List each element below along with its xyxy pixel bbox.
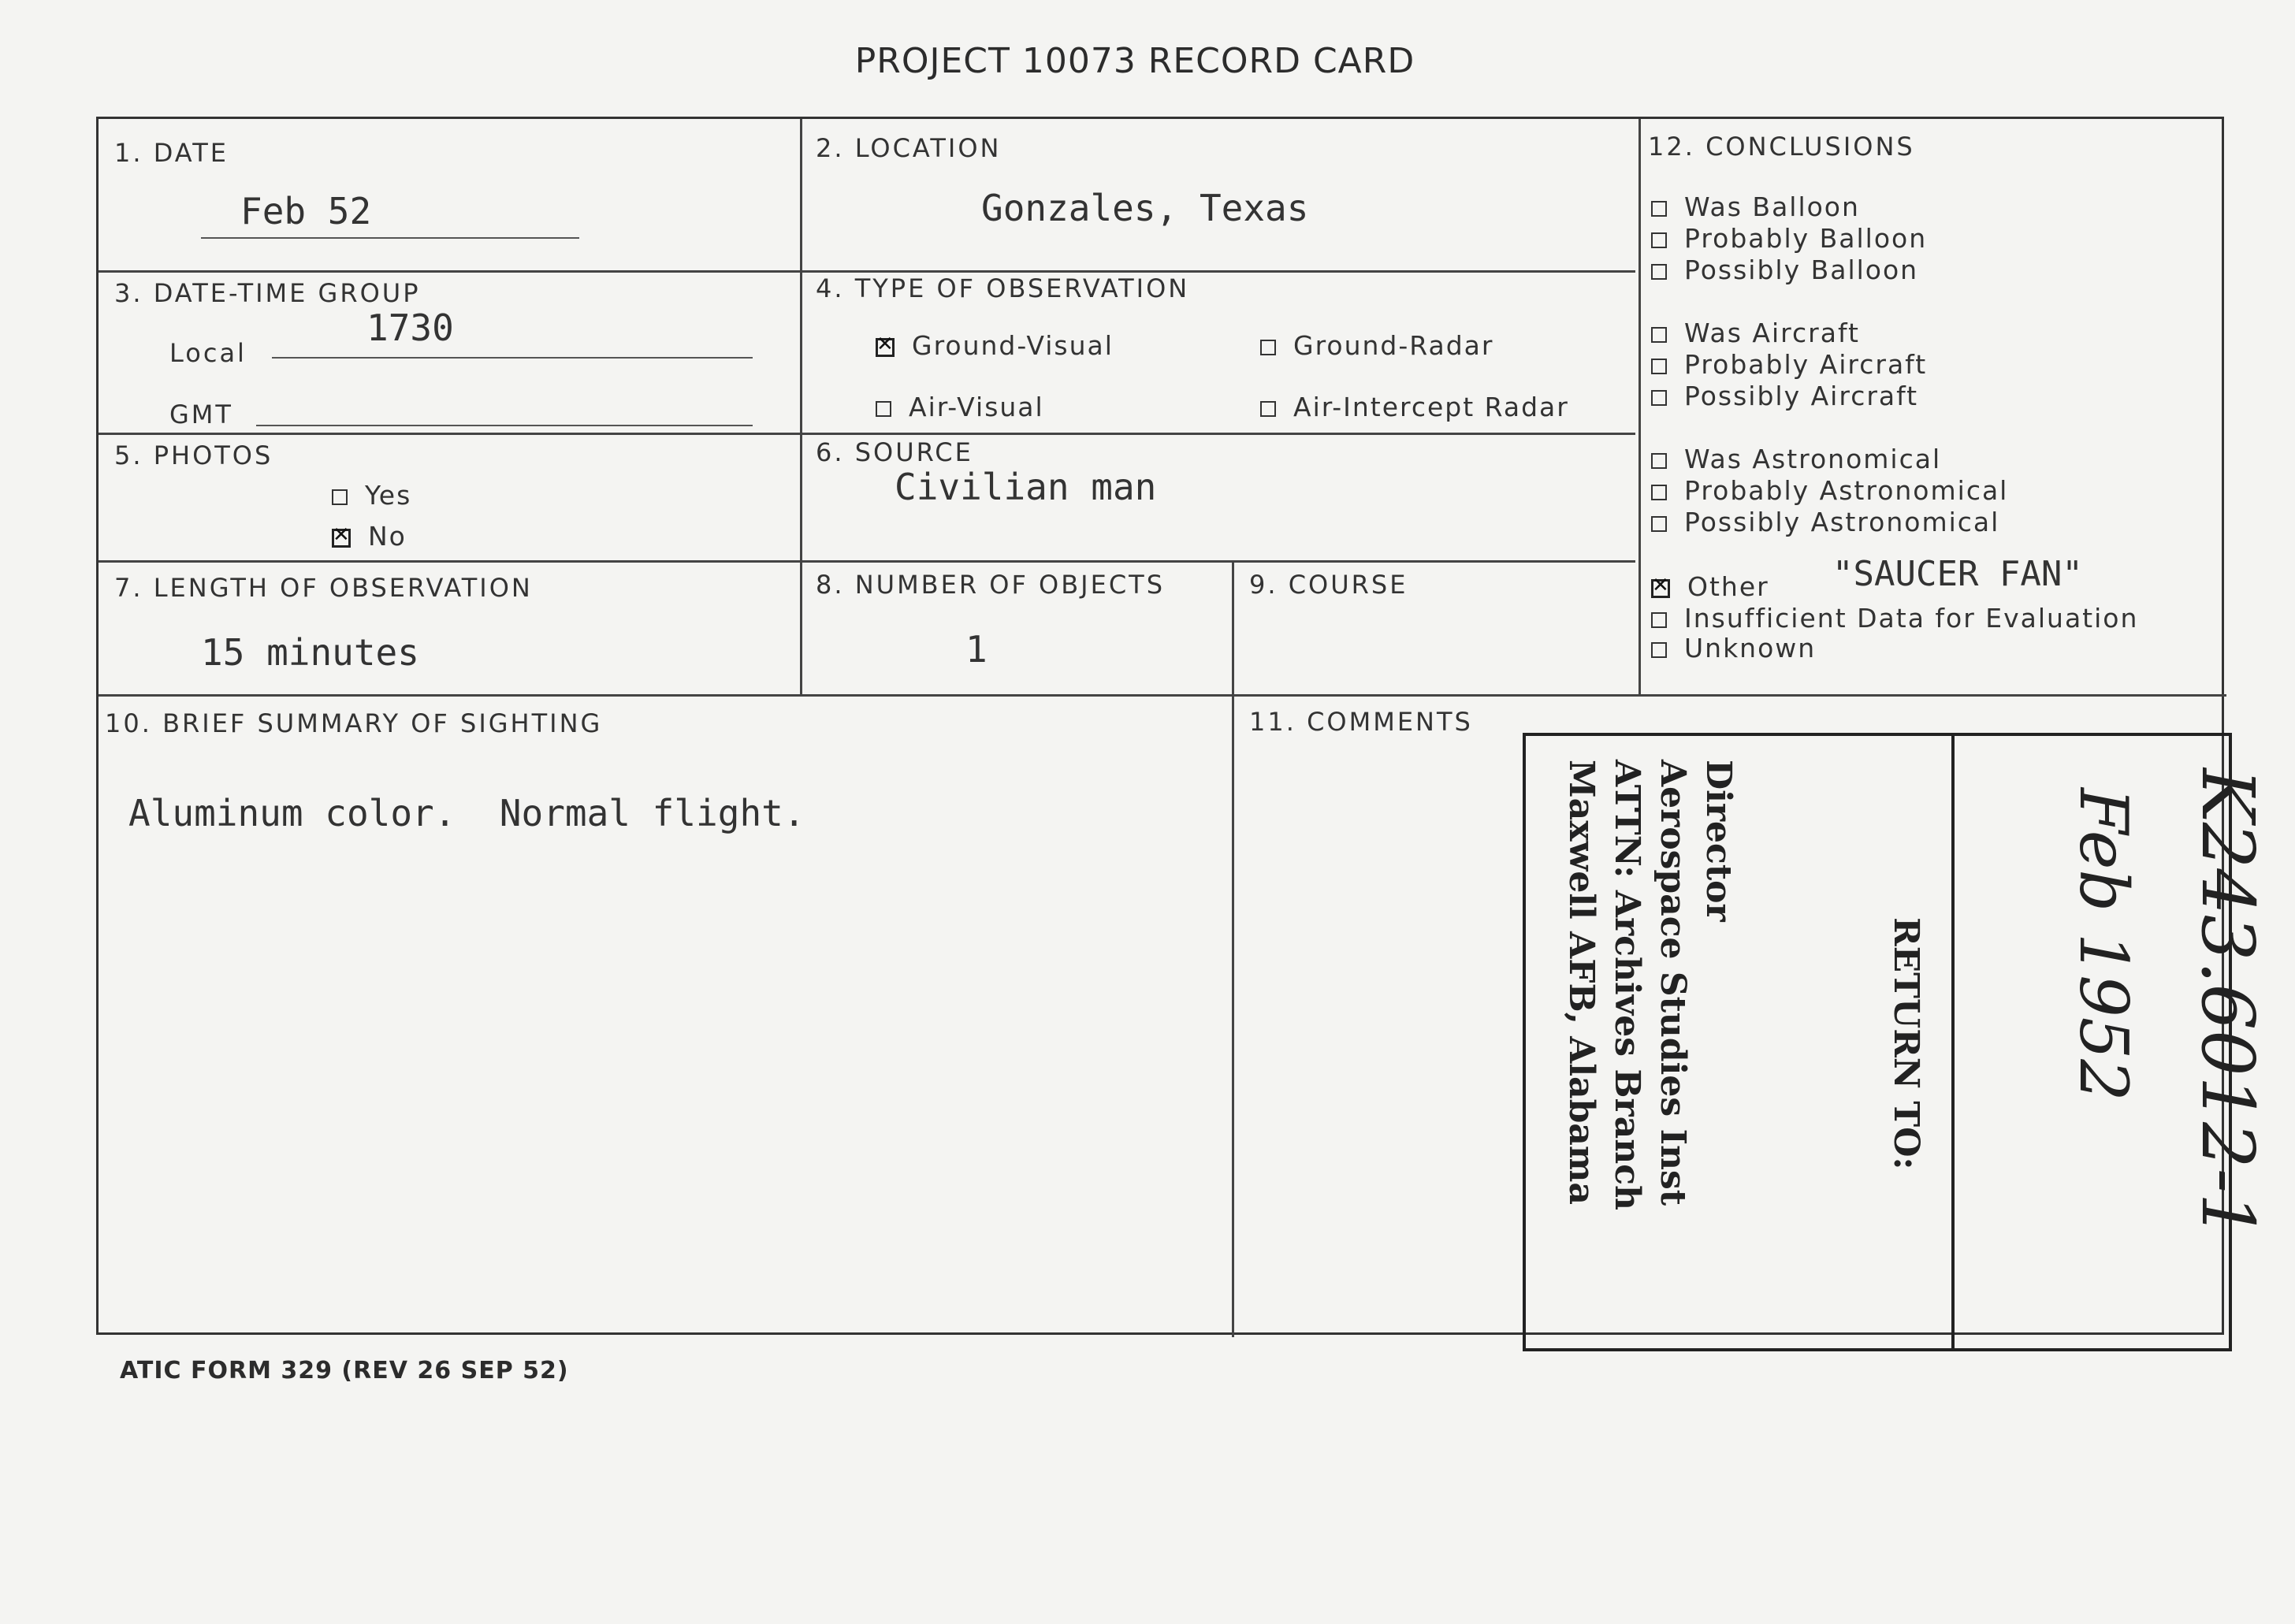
comments-label: 11. COMMENTS [1249,707,1473,737]
possibly-balloon-checkbox[interactable] [1651,264,1667,280]
conclusion-probably-astronomical [1651,475,2008,506]
conclusion-was-balloon [1651,191,1860,222]
air-visual-checkbox[interactable] [876,401,891,417]
conclusions-label: 12. CONCLUSIONS [1648,132,1915,162]
row-divider-3 [99,560,1635,563]
ground-visual-option [876,330,1114,361]
conclusion-was-astronomical [1651,444,1941,474]
conclusion-probably-aircraft [1651,349,1927,380]
col-divider-b [1638,119,1641,694]
summary-value: Aluminum color. Normal flight. [128,792,805,834]
summary-label: 10. BRIEF SUMMARY OF SIGHTING [105,708,603,738]
dtg-label: 3. DATE-TIME GROUP [114,278,421,308]
location-label: 2. LOCATION [816,133,1002,163]
length-value: 15 minutes [201,631,419,674]
course-label: 9. COURSE [1249,570,1408,600]
stamp-line-3: ATTN: Archives Branch [1607,760,1647,1210]
observation-label: 4. TYPE OF OBSERVATION [816,273,1190,303]
conclusion-text: Was Aircraft [1684,318,1860,348]
stamp-line-2: Aerospace Studies Inst [1653,760,1693,1206]
ground-radar-text: Ground-Radar [1293,330,1494,361]
col-divider-c [1232,560,1234,1337]
source-value: Civilian man [895,466,1157,508]
gmt-label: GMT [169,399,233,429]
conclusion-probably-balloon [1651,223,1927,254]
ground-visual-text: Ground-Visual [912,330,1114,361]
photos-no-checkbox[interactable] [332,529,351,548]
conclusion-text: Possibly Aircraft [1684,381,1919,411]
unknown-checkbox[interactable] [1651,642,1667,658]
date-label: 1. DATE [114,138,229,168]
conclusion-possibly-astronomical [1651,507,1999,537]
return-to-text: RETURN TO: [1886,917,1926,1170]
stamp-divider [1951,736,1955,1351]
probably-astronomical-checkbox[interactable] [1651,485,1667,500]
ground-radar-checkbox[interactable] [1260,340,1276,355]
conclusion-text: Possibly Balloon [1684,255,1919,285]
row-divider-2 [99,433,1635,435]
possibly-aircraft-checkbox[interactable] [1651,390,1667,406]
insufficient-data-checkbox[interactable] [1651,612,1667,628]
air-intercept-checkbox[interactable] [1260,401,1276,417]
local-value: 1730 [366,307,454,349]
stamp-line-4: Maxwell AFB, Alabama [1561,760,1601,1205]
other-checkbox[interactable] [1651,579,1670,598]
row-divider-1 [99,270,1635,273]
air-visual-text: Air-Visual [909,392,1044,422]
objects-value: 1 [965,628,988,671]
probably-aircraft-checkbox[interactable] [1651,359,1667,374]
conclusion-text: Unknown [1684,633,1817,663]
was-balloon-checkbox[interactable] [1651,201,1667,217]
conclusion-insufficient-data [1651,603,2138,634]
air-intercept-option [1260,392,1569,422]
stamp-line-1: Director [1698,760,1739,922]
conclusion-text: Possibly Astronomical [1684,507,2000,537]
conclusion-was-aircraft [1651,318,1860,348]
card-title: PROJECT 10073 RECORD CARD [854,41,1415,81]
handwritten-date: Feb 1952 [2065,788,2142,1102]
conclusion-unknown [1651,633,1816,663]
date-value: Feb 52 [240,190,372,232]
local-label: Local [169,338,247,368]
col-divider-a [800,119,802,694]
conclusion-possibly-aircraft [1651,381,1918,411]
ground-radar-option [1260,330,1493,361]
air-intercept-text: Air-Intercept Radar [1293,392,1569,422]
photos-no-option [332,521,407,552]
conclusion-text: Other [1687,571,1769,602]
conclusion-text: Probably Aircraft [1684,349,1928,380]
was-astronomical-checkbox[interactable] [1651,453,1667,469]
photos-label: 5. PHOTOS [114,440,273,470]
objects-label: 8. NUMBER OF OBJECTS [816,570,1166,600]
photos-no-text: No [368,521,407,552]
form-number: ATIC FORM 329 (REV 26 SEP 52) [120,1357,569,1384]
date-underline [201,237,579,239]
conclusion-possibly-balloon [1651,255,1918,285]
other-value: "SAUCER FAN" [1832,554,2083,594]
air-visual-option [876,392,1044,422]
ground-visual-checkbox[interactable] [876,338,895,357]
source-label: 6. SOURCE [816,437,973,467]
possibly-astronomical-checkbox[interactable] [1651,516,1667,532]
gmt-underline [256,425,753,426]
conclusion-other [1651,571,1769,602]
photos-yes-checkbox[interactable] [332,489,348,505]
conclusion-text: Was Astronomical [1684,444,1942,474]
location-value: Gonzales, Texas [981,187,1309,229]
was-aircraft-checkbox[interactable] [1651,327,1667,343]
probably-balloon-checkbox[interactable] [1651,232,1667,248]
row-divider-4 [99,694,2226,697]
conclusion-text: Probably Astronomical [1684,475,2009,506]
photos-yes-text: Yes [365,480,412,511]
length-label: 7. LENGTH OF OBSERVATION [114,573,533,603]
conclusion-text: Probably Balloon [1684,223,1928,254]
conclusion-text: Was Balloon [1684,191,1860,222]
local-underline [272,357,753,359]
photos-yes-option [332,480,411,511]
conclusion-text: Insufficient Data for Evaluation [1684,603,2139,634]
handwritten-reference: K243.6012-1 [2185,768,2270,1239]
